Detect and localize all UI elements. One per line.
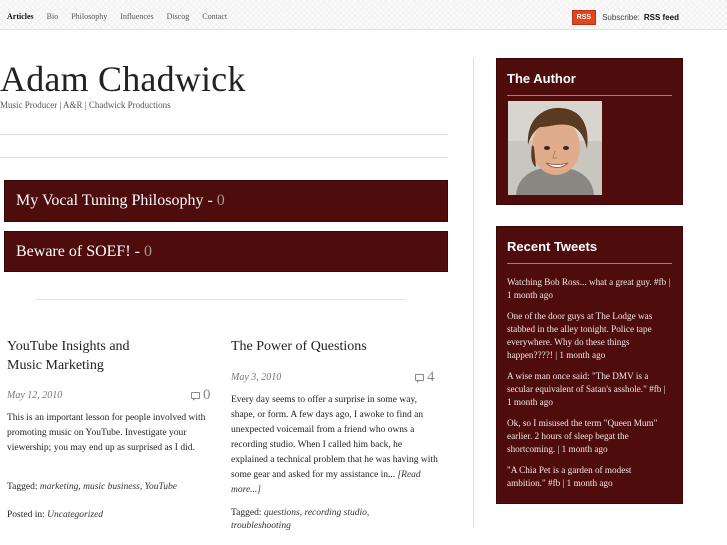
tweet-list (497, 276, 682, 490)
comment-bubble-icon (191, 392, 200, 399)
author-photo (508, 101, 602, 195)
widget-rule (507, 263, 672, 264)
post-excerpt (231, 393, 441, 498)
rss-feed-link[interactable]: RSS feed (643, 13, 679, 22)
featured-comment-count: 0 (216, 192, 225, 209)
excerpt-text: Every day seems to offer a surprise in some way, shape, or form. A few days ago, I awoke to find an unexpected voicemail from a friend who owns a recording studio. When I called him back, he explained a technical problem that he was having with some gear and asked for my assistance in... (231, 395, 438, 480)
top-navigation-bar (0, 0, 727, 30)
widget-rule (507, 95, 672, 96)
nav-influences[interactable]: Influences (120, 12, 154, 21)
main-nav (7, 12, 240, 21)
site-tagline: Music Producer | A&R | Chadwick Productions (0, 100, 171, 110)
comment-count[interactable] (415, 369, 435, 386)
divider (0, 157, 448, 158)
post-youtube-insights (7, 337, 212, 375)
post-title-line: YouTube Insights and (7, 339, 130, 354)
post-tags (231, 507, 369, 533)
divider (0, 134, 448, 135)
column-divider (473, 58, 474, 528)
featured-post-soef[interactable] (4, 231, 448, 272)
post-date: May 12, 2010 (7, 390, 63, 401)
featured-title: My Vocal Tuning Philosophy - (16, 192, 213, 209)
post-excerpt: This is an important lesson for people involved with promoting music on YouTube. Investigate your viewership; you may end up as surprised as I did. (7, 413, 206, 453)
widget-title: The Author (507, 71, 576, 86)
tweet-item[interactable]: A wise man once said: "The DMV is a secular equivalent of Satan's asshole." #fb | 1 month ago (507, 371, 666, 407)
post-power-of-questions (231, 337, 436, 356)
category-link[interactable]: Uncategorized (47, 510, 104, 520)
nav-articles[interactable]: Articles (7, 12, 34, 21)
nav-discog[interactable]: Discog (166, 12, 190, 21)
tweet-item[interactable]: "A Chia Pet is a garden of modest ambition." #fb | 1 month ago (507, 465, 632, 488)
nav-contact[interactable]: Contact (202, 12, 228, 21)
site-title[interactable]: Adam Chadwick (0, 59, 246, 99)
divider (36, 299, 406, 300)
post-date: May 3, 2010 (231, 372, 282, 383)
rss-subscribe (572, 10, 679, 25)
recent-tweets-widget (496, 226, 683, 504)
posted-label: Posted in: (7, 510, 45, 520)
featured-title: Beware of SOEF! - (16, 242, 140, 260)
subscribe-label: Subscribe: (602, 13, 640, 22)
comment-count-value: 4 (427, 369, 435, 385)
tagged-label: Tagged: (7, 482, 38, 492)
post-title[interactable] (7, 337, 212, 375)
tweet-item[interactable]: Watching Bob Ross... what a great guy. #fb | 1 month ago (507, 277, 671, 300)
post-title-line: Music Marketing (7, 358, 104, 373)
comment-count-value: 0 (203, 387, 211, 403)
tag-links[interactable]: marketing, music business, YouTube (39, 482, 177, 492)
nav-philosophy[interactable]: Philosophy (71, 12, 108, 21)
post-title[interactable]: The Power of Questions (231, 339, 367, 354)
tag-links[interactable]: questions, recording studio, (263, 508, 370, 518)
tweet-item[interactable]: One of the door guys at The Lodge was stabbed in the alley tonight. Police tape everywhere. Why do these things happen????! | 1 month ago (507, 311, 653, 360)
comment-bubble-icon (415, 374, 424, 381)
widget-title: Recent Tweets (507, 239, 598, 254)
tag-links[interactable]: troubleshooting (231, 521, 291, 531)
featured-post-vocal-tuning[interactable] (4, 180, 448, 222)
rss-icon[interactable]: RSS (572, 10, 596, 25)
author-widget (496, 58, 683, 205)
nav-bio[interactable]: Bio (46, 12, 59, 21)
featured-comment-count: 0 (143, 242, 152, 260)
tagged-label: Tagged: (231, 508, 262, 518)
read-more-link[interactable]: [Read more...] (231, 470, 421, 495)
tweet-item[interactable]: Ok, so I misused the term "Queen Mum" earlier. 2 hours of sleep begat the shortcoming. | 1 month ago (507, 418, 658, 454)
post-category (7, 510, 103, 520)
comment-count[interactable] (191, 387, 211, 404)
post-tags (7, 482, 177, 492)
